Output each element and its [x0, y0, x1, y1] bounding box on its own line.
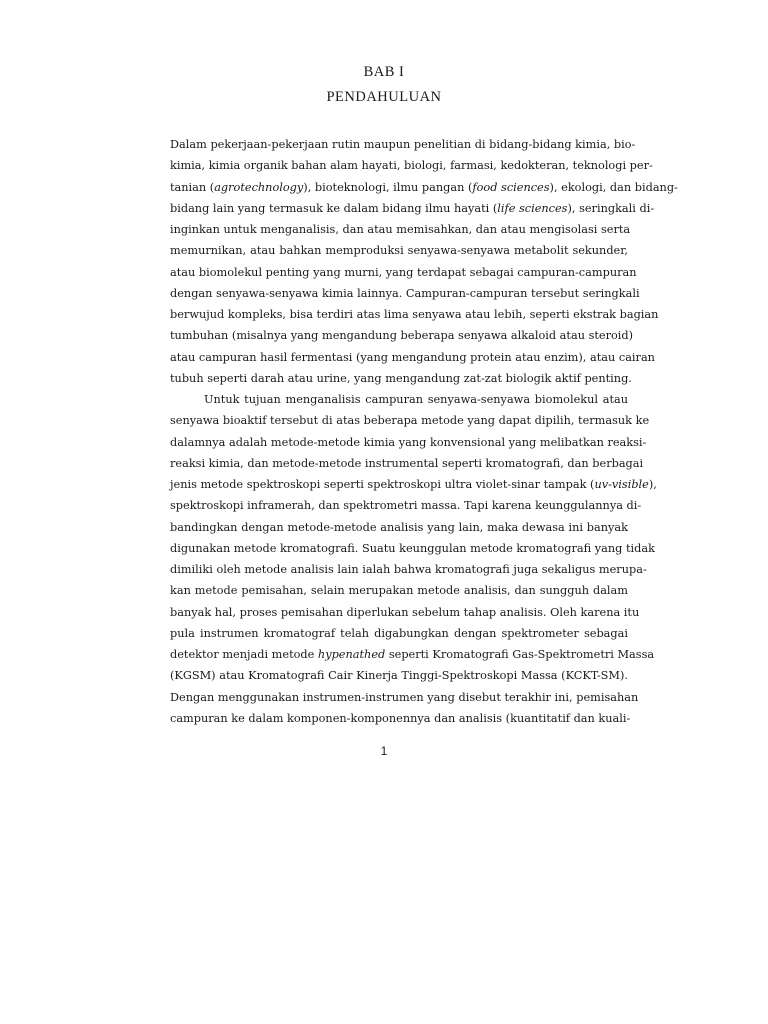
text-line: dengan senyawa-senyawa kimia lainnya. Campuran-campuran tersebut seringkali	[170, 286, 640, 300]
text-line: detektor menjadi metode hypenathed seperti Kromatografi Gas-Spektrometri Massa	[170, 648, 655, 661]
italic-term: hypenathed	[317, 648, 386, 661]
page-number: 1	[380, 744, 388, 758]
chapter-title: PENDAHULUAN	[326, 89, 442, 105]
italic-term: uv-visible	[594, 478, 649, 491]
text-line: berwujud kompleks, bisa terdiri atas lima senyawa atau lebih, seperti ekstrak bagian	[170, 308, 659, 321]
text-line: tumbuhan (misalnya yang mengandung beberapa senyawa alkaloid atau steroid)	[170, 329, 634, 343]
text-line: atau campuran hasil fermentasi (yang mengandung protein atau enzim), atau cairan	[170, 350, 655, 364]
text-line: kimia, kimia organik bahan alam hayati, biologi, farmasi, kedokteran, teknologi per-	[170, 159, 653, 173]
text-line: atau biomolekul penting yang murni, yang terdapat sebagai campuran-campuran	[170, 265, 637, 279]
text-line: Dalam pekerjaan-pekerjaan rutin maupun penelitian di bidang-bidang kimia, bio-	[170, 138, 636, 151]
text-line: pula instrumen kromatograf telah digabungkan dengan spektrometer sebagai	[170, 626, 628, 640]
italic-term: life sciences	[497, 201, 568, 215]
text-line: (KGSM) atau Kromatografi Cair Kinerja Tinggi-Spektroskopi Massa (KCKT-SM).	[170, 669, 628, 683]
body-text	[170, 134, 678, 729]
text-line: reaksi kimia, dan metode-metode instrumental seperti kromatografi, dan berbagai	[170, 456, 644, 470]
text-line: digunakan metode kromatografi. Suatu keunggulan metode kromatografi yang tidak	[170, 541, 655, 555]
text-line: tanian (agrotechnology), bioteknologi, ilmu pangan (food sciences), ekologi, dan bidang-	[170, 180, 678, 194]
text-line: Dengan menggunakan instrumen-instrumen yang disebut terakhir ini, pemisahan	[170, 690, 639, 704]
chapter-number: BAB I	[363, 64, 405, 80]
text-line: kan metode pemisahan, selain merupakan metode analisis, dan sungguh dalam	[170, 584, 628, 598]
text-line: memurnikan, atau bahkan memproduksi senyawa-senyawa metabolit sekunder,	[170, 244, 628, 258]
text-line: bandingkan dengan metode-metode analisis yang lain, maka dewasa ini banyak	[170, 520, 628, 534]
text-line: banyak hal, proses pemisahan diperlukan sebelum tahap analisis. Oleh karena itu	[170, 605, 640, 619]
text-line: bidang lain yang termasuk ke dalam bidang ilmu hayati (life sciences), seringkali di-	[170, 201, 655, 215]
text-line: dalamnya adalah metode-metode kimia yang konvensional yang melibatkan reaksi-	[170, 435, 647, 449]
text-line: dimiliki oleh metode analisis lain ialah bahwa kromatografi juga sekaligus merupa-	[170, 563, 647, 576]
text-line: campuran ke dalam komponen-komponennya dan analisis (kuantitatif dan kuali-	[170, 711, 631, 725]
text-line: senyawa bioaktif tersebut di atas beberapa metode yang dapat dipilih, termasuk ke	[170, 414, 650, 428]
text-line: jenis metode spektroskopi seperti spektroskopi ultra violet-sinar tampak (uv-visible),	[170, 478, 657, 491]
italic-term: agrotechnology	[214, 180, 304, 194]
text-line: Untuk tujuan menganalisis campuran senyawa-senyawa biomolekul atau	[204, 393, 628, 406]
italic-term: food sciences	[472, 180, 550, 194]
text-line: tubuh seperti darah atau urine, yang mengandung zat-zat biologik aktif penting.	[170, 371, 632, 385]
paragraph	[170, 134, 678, 389]
text-line: inginkan untuk menganalisis, dan atau memisahkan, dan atau mengisolasi serta	[170, 223, 631, 236]
paragraph	[170, 389, 657, 729]
text-line: spektroskopi inframerah, dan spektrometri massa. Tapi karena keunggulannya di-	[170, 499, 642, 513]
